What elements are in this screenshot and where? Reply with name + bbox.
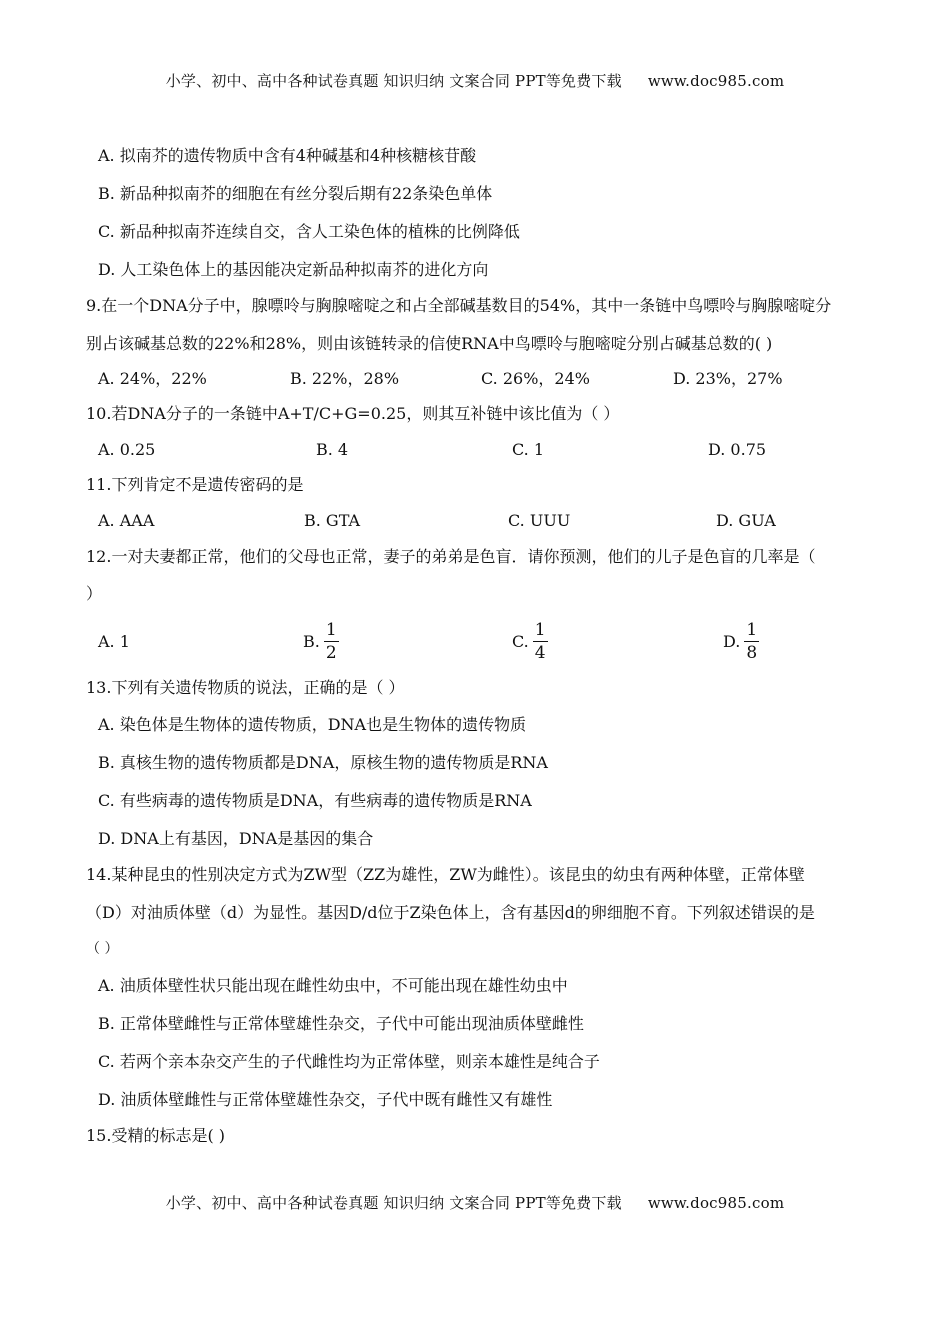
q12-option-d-label: D. (723, 631, 741, 651)
q13-option-c: C. 有些病毒的遗传物质是DNA，有些病毒的遗传物质是RNA (98, 791, 532, 810)
q12-option-c (512, 618, 548, 664)
q12-option-d-fraction (744, 620, 759, 663)
q10-options (0, 440, 950, 464)
q12-option-a-text: A. 1 (98, 631, 130, 651)
q10-stem: 10.若DNA分子的一条链中A+T/C+G=0.25，则其互补链中该比值为（ ） (86, 404, 620, 423)
q8-option-d: D. 人工染色体上的基因能决定新品种拟南芥的进化方向 (98, 260, 489, 279)
q14-stem-line1: 14.某种昆虫的性别决定方式为ZW型（ZZ为雄性，ZW为雌性）。该昆虫的幼虫有两种体壁，正常体壁 (86, 865, 805, 884)
header-text: 小学、初中、高中各种试卷真题 知识归纳 文案合同 PPT等免费下载 (165, 72, 622, 90)
denominator: 4 (534, 642, 546, 663)
q11-option-b: B. GTA (304, 511, 361, 530)
q9-stem-line2: 别占该碱基总数的22%和28%，则由该链转录的信使RNA中鸟嘌呤与胞嘧啶分别占碱基总数的( ) (86, 334, 773, 353)
q9-option-d: D. 23%，27% (673, 369, 783, 388)
q14-stem-line2: （D）对油质体壁（d）为显性。基因D/d位于Z染色体上，含有基因d的卵细胞不育。下列叙述错误的是 (86, 903, 815, 922)
q10-option-c: C. 1 (512, 440, 545, 459)
q11-options (0, 511, 950, 535)
denominator: 8 (746, 642, 758, 663)
q12-option-b (303, 618, 339, 664)
numerator: 1 (534, 619, 546, 640)
q11-stem: 11.下列肯定不是遗传密码的是 (86, 475, 304, 494)
header-url: www.doc985.com (647, 72, 785, 90)
q11-option-a: A. AAA (98, 511, 155, 530)
q14-option-b: B. 正常体壁雌性与正常体壁雄性杂交，子代中可能出现油质体壁雌性 (98, 1014, 584, 1033)
q9-stem-line1: 9.在一个DNA分子中，腺嘌呤与胸腺嘧啶之和占全部碱基数目的54%，其中一条链中鸟嘌呤与胸腺嘧啶分 (86, 296, 832, 315)
q12-stem-line1: 12.一对夫妻都正常，他们的父母也正常，妻子的弟弟是色盲．请你预测，他们的儿子是色盲的几率是（ (86, 547, 816, 566)
q14-option-a: A. 油质体壁性状只能出现在雌性幼虫中，不可能出现在雄性幼虫中 (98, 976, 568, 995)
q11-option-c: C. UUU (508, 511, 571, 530)
numerator: 1 (746, 619, 758, 640)
q8-option-c: C. 新品种拟南芥连续自交，含人工染色体的植株的比例降低 (98, 222, 520, 241)
q14-option-d: D. 油质体壁雌性与正常体壁雄性杂交，子代中既有雌性又有雄性 (98, 1090, 553, 1109)
q8-option-b: B. 新品种拟南芥的细胞在有丝分裂后期有22条染色单体 (98, 184, 493, 203)
q12-option-b-fraction (324, 620, 339, 663)
q12-option-c-fraction (533, 620, 548, 663)
q12-stem-line2: ） (86, 584, 103, 603)
q9-option-a: A. 24%，22% (98, 369, 207, 388)
page-footer (0, 1192, 950, 1213)
q8-option-a: A. 拟南芥的遗传物质中含有4种碱基和4种核糖核苷酸 (98, 146, 477, 165)
q14-stem-line3: （ ） (86, 941, 119, 957)
q14-option-c: C. 若两个亲本杂交产生的子代雌性均为正常体壁，则亲本雄性是纯合子 (98, 1052, 600, 1071)
numerator: 1 (325, 619, 337, 640)
q11-option-d: D. GUA (716, 511, 776, 530)
q12-option-c-label: C. (512, 631, 529, 651)
q10-option-b: B. 4 (316, 440, 349, 459)
q9-option-c: C. 26%，24% (481, 369, 590, 388)
q9-option-b: B. 22%，28% (290, 369, 400, 388)
q13-option-a: A. 染色体是生物体的遗传物质，DNA也是生物体的遗传物质 (98, 715, 527, 734)
q12-option-b-label: B. (303, 631, 320, 651)
q9-options (0, 369, 950, 393)
q13-option-b: B. 真核生物的遗传物质都是DNA，原核生物的遗传物质是RNA (98, 753, 548, 772)
q13-stem: 13.下列有关遗传物质的说法，正确的是（ ） (86, 678, 405, 697)
q10-option-d: D. 0.75 (708, 440, 767, 459)
denominator: 2 (325, 642, 337, 663)
q13-option-d: D. DNA上有基因，DNA是基因的集合 (98, 829, 374, 848)
footer-text: 小学、初中、高中各种试卷真题 知识归纳 文案合同 PPT等免费下载 (165, 1194, 622, 1212)
q12-option-a (98, 618, 130, 664)
page-header (0, 70, 950, 91)
q12-option-d (723, 618, 759, 664)
q10-option-a: A. 0.25 (98, 440, 156, 459)
q12-options (0, 618, 950, 668)
footer-url: www.doc985.com (647, 1194, 785, 1212)
q15-stem: 15.受精的标志是( ) (86, 1126, 226, 1145)
